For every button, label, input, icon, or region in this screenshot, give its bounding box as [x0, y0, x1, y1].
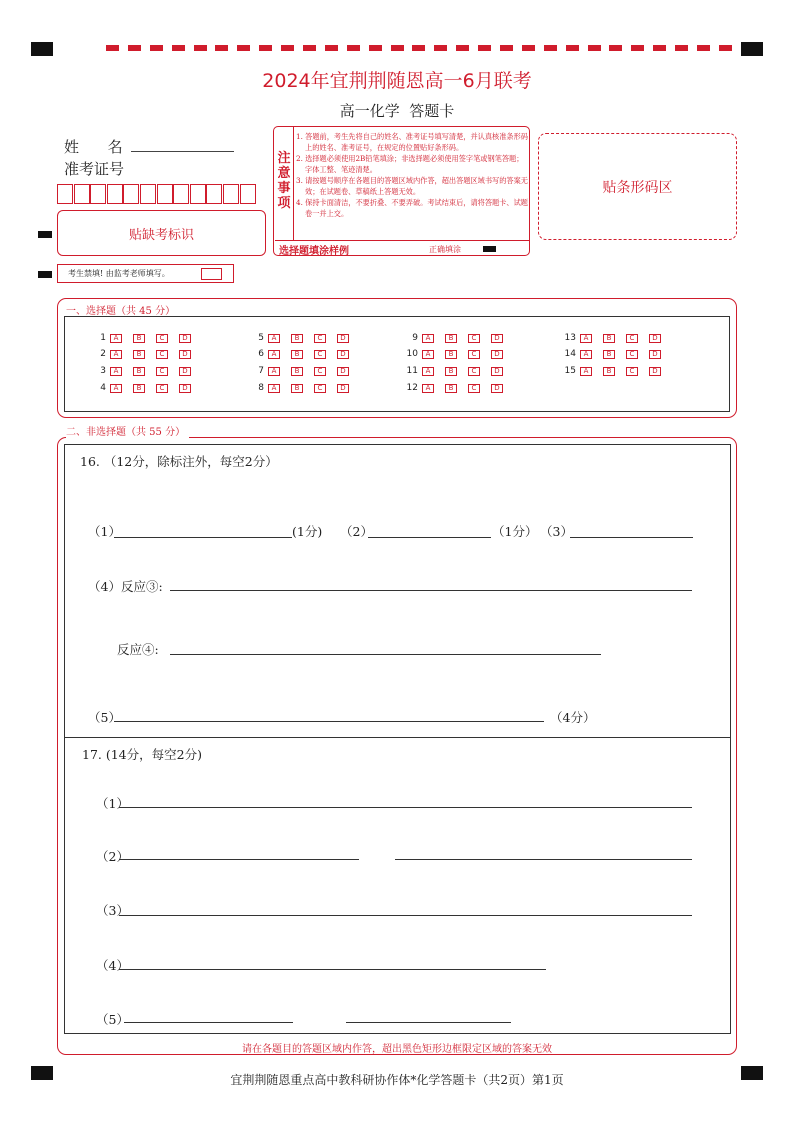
timing-dash: [522, 45, 535, 51]
timing-dash: [653, 45, 666, 51]
timing-dash: [412, 45, 425, 51]
option-b-bubble[interactable]: B: [445, 367, 457, 376]
question-number: 8: [258, 383, 264, 393]
timing-dash: [194, 45, 207, 51]
timing-dash: [259, 45, 272, 51]
option-a-bubble[interactable]: A: [422, 350, 434, 359]
option-d-bubble[interactable]: D: [491, 350, 503, 359]
exam-title: 2024年宜荆荆随恩高一6月联考: [262, 70, 532, 92]
option-a-bubble[interactable]: A: [110, 350, 122, 359]
question-number: 3: [100, 366, 106, 376]
fill-sample-row: [275, 240, 529, 256]
timing-dash: [281, 45, 294, 51]
option-b-bubble[interactable]: B: [291, 367, 303, 376]
q17-part1-label: （1）: [96, 796, 129, 811]
ticket-digit-box[interactable]: [123, 184, 139, 204]
page-footer: 宜荆荆随恩重点高中教科研协作体*化学答题卡（共2页）第1页: [230, 1073, 564, 1087]
option-d-bubble[interactable]: D: [649, 367, 661, 376]
correct-fill-sample: [483, 246, 496, 252]
note-item: 2. 选择题必须使用2B铅笔填涂；非选择题必须使用签字笔或钢笔答题；字体工整、笔迹清楚。: [296, 154, 524, 174]
option-b-bubble[interactable]: B: [603, 350, 615, 359]
option-b-bubble[interactable]: B: [445, 350, 457, 359]
question-number: 12: [406, 383, 418, 393]
option-d-bubble[interactable]: D: [337, 367, 349, 376]
option-a-bubble[interactable]: A: [580, 350, 592, 359]
q17-part1-answer-line[interactable]: [119, 807, 692, 808]
q16-part2-score: （1分）: [492, 524, 538, 539]
q16-part1-label: （1）: [88, 524, 121, 539]
ticket-digit-box[interactable]: [157, 184, 173, 204]
sheet-subtitle: 高一化学 答题卡: [339, 102, 455, 120]
option-b-bubble[interactable]: B: [291, 350, 303, 359]
option-a-bubble[interactable]: A: [580, 334, 592, 343]
ticket-digit-box[interactable]: [223, 184, 239, 204]
timing-dash: [544, 45, 557, 51]
ticket-digit-box[interactable]: [74, 184, 90, 204]
option-c-bubble[interactable]: C: [156, 384, 168, 393]
q17-part4-label: （4）: [96, 958, 129, 973]
option-b-bubble[interactable]: B: [603, 334, 615, 343]
timing-dash: [675, 45, 688, 51]
timing-dash: [719, 45, 732, 51]
option-a-bubble[interactable]: A: [580, 367, 592, 376]
q16-part3-answer-line[interactable]: [570, 537, 693, 538]
q17-title: 17. (14分，每空2分): [82, 747, 202, 762]
option-c-bubble[interactable]: C: [156, 334, 168, 343]
ticket-digit-box[interactable]: [206, 184, 222, 204]
timing-dash: [347, 45, 360, 51]
q16-part1-score: (1分): [292, 524, 323, 539]
timing-dash: [215, 45, 228, 51]
option-c-bubble[interactable]: C: [626, 367, 638, 376]
option-a-bubble[interactable]: A: [110, 334, 122, 343]
timing-dash: [500, 45, 513, 51]
side-mark-1: [38, 231, 52, 238]
q17-part3-answer-line[interactable]: [119, 915, 692, 916]
question-number: 14: [564, 349, 576, 359]
q17-part2-answer-line-b[interactable]: [395, 859, 692, 860]
position-mark-top-right: [741, 42, 763, 56]
option-c-bubble[interactable]: C: [626, 350, 638, 359]
option-d-bubble[interactable]: D: [179, 384, 191, 393]
section1-answer-area: [64, 316, 730, 412]
timing-dash: [303, 45, 316, 51]
question-number: 6: [258, 349, 264, 359]
question-number: 11: [406, 366, 418, 376]
question-number: 5: [258, 333, 264, 343]
q16-part4-reaction4-line[interactable]: [170, 654, 601, 655]
q17-part5-label: （5）: [96, 1012, 129, 1027]
notes-heading-char: 项: [277, 196, 291, 211]
option-d-bubble[interactable]: D: [337, 384, 349, 393]
option-c-bubble[interactable]: C: [468, 350, 480, 359]
question-number: 4: [100, 383, 106, 393]
question-number: 1: [100, 333, 106, 343]
timing-dash: [237, 45, 250, 51]
note-item: 4. 保持卡面清洁，不要折叠、不要弄破。考试结束后，请将答题卡、试题卷一并上交。: [296, 198, 528, 218]
section1-title: 一、选择题（共 45 分）: [66, 306, 176, 317]
timing-dash: [566, 45, 579, 51]
option-c-bubble[interactable]: C: [468, 334, 480, 343]
q17-answer-area: [64, 737, 731, 1034]
option-b-bubble[interactable]: B: [291, 384, 303, 393]
ticket-digit-box[interactable]: [140, 184, 156, 204]
barcode-area: [538, 133, 737, 240]
name-label: 姓 名: [64, 138, 123, 156]
option-b-bubble[interactable]: B: [133, 334, 145, 343]
timing-dash: [609, 45, 622, 51]
ticket-digit-box[interactable]: [107, 184, 123, 204]
ticket-digit-box[interactable]: [173, 184, 189, 204]
q16-part1-answer-line[interactable]: [114, 537, 292, 538]
option-b-bubble[interactable]: B: [133, 384, 145, 393]
q16-title: 16. （12分，除标注外，每空2分）: [80, 454, 278, 469]
question-number: 15: [564, 366, 576, 376]
timing-strip: [106, 45, 732, 51]
timing-dash: [697, 45, 710, 51]
timing-dash: [106, 45, 119, 51]
q16-part2-answer-line[interactable]: [368, 537, 491, 538]
option-b-bubble[interactable]: B: [133, 350, 145, 359]
option-a-bubble[interactable]: A: [268, 334, 280, 343]
proctor-fill-box[interactable]: [201, 268, 222, 280]
side-mark-2: [38, 271, 52, 278]
q16-part5-score: （4分）: [550, 710, 596, 725]
proctor-note-box: [57, 264, 234, 283]
option-c-bubble[interactable]: C: [468, 367, 480, 376]
ticket-digit-box[interactable]: [57, 184, 73, 204]
timing-dash: [369, 45, 382, 51]
q17-part2-answer-line-a[interactable]: [119, 859, 359, 860]
option-d-bubble[interactable]: D: [491, 334, 503, 343]
ticket-label: 准考证号: [64, 160, 125, 178]
option-a-bubble[interactable]: A: [268, 350, 280, 359]
q17-part2-label: （2）: [96, 849, 129, 864]
timing-dash: [172, 45, 185, 51]
option-c-bubble[interactable]: C: [626, 334, 638, 343]
q17-part4-answer-line[interactable]: [119, 969, 546, 970]
note-item: 3. 请按题号顺序在各题目的答题区域内作答，超出答题区域书写的答案无效；在试题卷、草稿纸上答题无效。: [296, 176, 528, 196]
timing-dash: [128, 45, 141, 51]
option-a-bubble[interactable]: A: [422, 367, 434, 376]
option-d-bubble[interactable]: D: [179, 367, 191, 376]
position-mark-top-left: [31, 42, 53, 56]
timing-dash: [478, 45, 491, 51]
option-c-bubble[interactable]: C: [314, 334, 326, 343]
option-a-bubble[interactable]: A: [422, 334, 434, 343]
q17-part5-answer-line-b[interactable]: [346, 1022, 511, 1023]
option-a-bubble[interactable]: A: [110, 367, 122, 376]
option-a-bubble[interactable]: A: [268, 384, 280, 393]
notes-heading-char: 意: [277, 166, 291, 181]
option-b-bubble[interactable]: B: [445, 384, 457, 393]
missing-exam-label: 贴缺考标识: [128, 228, 194, 243]
q16-answer-area: [64, 444, 731, 738]
ticket-digit-box[interactable]: [90, 184, 106, 204]
option-c-bubble[interactable]: C: [156, 367, 168, 376]
option-c-bubble[interactable]: C: [468, 384, 480, 393]
option-d-bubble[interactable]: D: [337, 334, 349, 343]
notes-heading: [276, 151, 292, 211]
option-a-bubble[interactable]: A: [110, 384, 122, 393]
option-d-bubble[interactable]: D: [491, 367, 503, 376]
q16-part2-label: （2）: [340, 524, 373, 539]
notes-heading-char: 注: [277, 151, 291, 166]
option-d-bubble[interactable]: D: [649, 334, 661, 343]
timing-dash: [588, 45, 601, 51]
notes-divider: [293, 127, 294, 240]
question-number: 2: [100, 349, 106, 359]
option-a-bubble[interactable]: A: [422, 384, 434, 393]
timing-dash: [631, 45, 644, 51]
q16-part5-label: （5）: [88, 710, 121, 725]
answer-area-warning: 请在各题目的答题区域内作答，超出黑色矩形边框限定区域的答案无效: [242, 1044, 552, 1055]
ticket-digit-box[interactable]: [190, 184, 206, 204]
q16-part4-reaction3-line[interactable]: [170, 590, 692, 591]
option-b-bubble[interactable]: B: [291, 334, 303, 343]
q16-part5-answer-line[interactable]: [114, 721, 544, 722]
name-field[interactable]: [131, 151, 234, 152]
timing-dash: [325, 45, 338, 51]
option-b-bubble[interactable]: B: [603, 367, 615, 376]
option-d-bubble[interactable]: D: [649, 350, 661, 359]
proctor-note: 考生禁填! 由监考老师填写。: [68, 269, 170, 278]
q17-part3-label: （3）: [96, 903, 129, 918]
option-d-bubble[interactable]: D: [179, 334, 191, 343]
option-c-bubble[interactable]: C: [314, 367, 326, 376]
section2-title: 二、非选择题（共 55 分）: [66, 423, 189, 438]
timing-dash: [434, 45, 447, 51]
barcode-label: 贴条形码区: [602, 179, 673, 196]
fill-sample-label: 选择题填涂样例: [279, 246, 349, 257]
timing-dash: [150, 45, 163, 51]
question-number: 9: [412, 333, 418, 343]
option-d-bubble[interactable]: D: [491, 384, 503, 393]
option-d-bubble[interactable]: D: [179, 350, 191, 359]
timing-dash: [391, 45, 404, 51]
q16-part3-label: （3）: [540, 524, 573, 539]
option-c-bubble[interactable]: C: [314, 350, 326, 359]
q16-part4-label: （4）反应③:: [88, 579, 163, 594]
notes-list: [296, 131, 528, 219]
question-number: 7: [258, 366, 264, 376]
missing-exam-box: [57, 210, 266, 256]
q16-part4-reaction4-label: 反应④:: [117, 642, 159, 657]
question-number: 10: [406, 349, 418, 359]
timing-dash: [456, 45, 469, 51]
note-item: 1. 答题前，考生先将自己的姓名、准考证号填写清楚，并认真核准条形码上的姓名、准考证号，在规定的位置贴好条形码。: [296, 132, 528, 152]
option-b-bubble[interactable]: B: [133, 367, 145, 376]
option-a-bubble[interactable]: A: [268, 367, 280, 376]
option-b-bubble[interactable]: B: [445, 334, 457, 343]
option-d-bubble[interactable]: D: [337, 350, 349, 359]
notes-heading-char: 事: [277, 181, 291, 196]
question-number: 13: [564, 333, 576, 343]
option-c-bubble[interactable]: C: [156, 350, 168, 359]
q17-part5-answer-line-a[interactable]: [124, 1022, 293, 1023]
ticket-digit-box[interactable]: [240, 184, 256, 204]
correct-fill-label: 正确填涂: [429, 245, 461, 254]
option-c-bubble[interactable]: C: [314, 384, 326, 393]
